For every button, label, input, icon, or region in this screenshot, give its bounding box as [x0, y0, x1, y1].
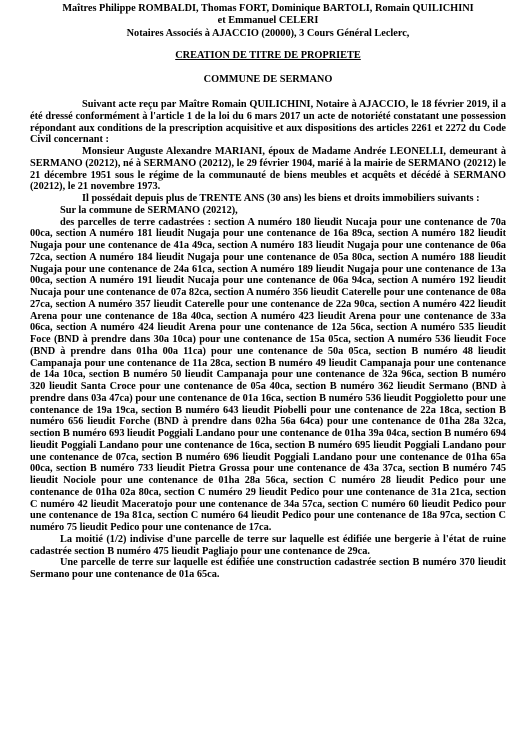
- commune-heading: COMMUNE DE SERMANO: [203, 73, 333, 85]
- paragraph-person: Monsieur Auguste Alexandre MARIANI, époux de Madame Andrée LEONELLI, demeurant à SERMANO (20212), né à SERMANO (20212), le 29 février 1904, marié à la mairie de SERMANO (20212) le 21 décembre 1951 sous le régime de la communauté de biens meubles et acquêts et décédé à SERMANO (20212), le 21 novembre 1973.: [30, 146, 506, 193]
- notary-address: Notaires Associés à AJACCIO (20000), 3 Cours Général Leclerc,: [126, 27, 410, 39]
- document-title: [30, 50, 506, 62]
- notary-names-cont: et Emmanuel CELERI: [217, 15, 319, 27]
- paragraph-commune: Sur la commune de SERMANO (20212),: [60, 204, 238, 216]
- document-title-text: CREATION DE TITRE DE PROPRIETE: [175, 50, 361, 62]
- paragraph-moitie: La moitié (1/2) indivise d'une parcelle de terre sur laquelle est édifiée une bergerie à l'état de ruine cadastrée section B numéro 475 lieudit Pagliajo pour une contenance de 29ca.: [30, 533, 506, 557]
- notary-names: Maîtres Philippe ROMBALDI, Thomas FORT, Dominique BARTOLI, Romain QUILICHINI: [62, 3, 474, 14]
- paragraph-construction: Une parcelle de terre sur laquelle est édifiée une construction cadastrée section B numéro 370 lieudit Sermano pour une contenance de 01a 65ca.: [30, 557, 506, 581]
- paragraph-parcels: des parcelles de terre cadastrées : section A numéro 180 lieudit Nucaja pour une contenance de 70a 00ca, section A numéro 181 lieudit Nugaja pour une contenance de 16a 89ca, section A numéro 182 lieudit Nugaja pour une contenance de 41a 49ca, section A numéro 183 lieudit Nugaja pour une contenance de 06a 72ca, section A numéro 184 lieudit Nugaja pour une contenance de 05a 80ca, section A numéro 188 lieudit Nugaja pour une contenance de 24a 61ca, section A numéro 189 lieudit Nugaja pour une contenance de 13a 00ca, section A numéro 191 lieudit Nucaja pour une contenance de 06a 94ca, section A numéro 192 lieudit Nucaja pour une contenance de 07a 82ca, section A numéro 356 lieudit Caterelle pour une contenance de 08a 27ca, section A numéro 357 lieudit Caterelle pour une contenance de 22a 90ca, section A numéro 422 lieudit Arena pour une contenance de 18a 40ca, section A numéro 423 lieudit Arena pour une contenance de 33a 06ca, section A numéro 424 lieudit Arena pour une contenance de 12a 56ca, section A numéro 535 lieudit Foce (BND à prendre dans 30a 10ca) pour une contenance de 15a 05ca, section A numéro 536 lieudit Foce (BND à prendre dans 01ha 00a 11ca) pour une contenance de 50a 05ca, section B numéro 48 lieudit Campanaja pour une contenance de 11a 28ca, section B numéro 49 lieudit Campanaja pour une contenance de 14a 10ca, section B numéro 50 lieudit Campanaja pour une contenance de 32a 96ca, section B numéro 320 lieudit Santa Croce pour une contenance de 05a 40ca, section B numéro 362 lieudit Sermano (BND à prendre dans 03a 47ca) pour une contenance de 01a 16ca, section B numéro 536 lieudit Poggioletto pour une contenance de 19a 19ca, section B numéro 643 lieudit Piobelli pour une contenance de 22a 18ca, section B numéro 656 lieudit Forche (BND à prendre dans 02ha 56a 64ca) pour une contenance de 01ha 28a 32ca, section B numéro 693 lieudit Poggiali Landano pour une contenance de 01ha 39a 04ca, section B numéro 694 lieudit Poggiali Landano pour une contenance de 16ca, section B numéro 695 lieudit Poggiali Landano pour une contenance de 07ca, section B numéro 696 lieudit Poggiali Landano pour une contenance de 01ha 65a 00ca, section B numéro 733 lieudit Pietra Grossa pour une contenance de 43a 37ca, section B numéro 745 lieudit Nociole pour une contenance de 01ha 28a 56ca, section C numéro 28 lieudit Pedico pour une contenance de 01ha 02a 80ca, section C numéro 29 lieudit Pedico pour une contenance de 31a 21ca, section C numéro 42 lieudit Maceratojo pour une contenance de 34a 57ca, section C numéro 60 lieudit Pedico pour une contenance de 19a 81ca, section C numéro 64 lieudit Pedico pour une contenance de 18a 97ca, section C numéro 75 lieudit Pedico pour une contenance de 17ca.: [30, 216, 506, 534]
- paragraph-intro: Suivant acte reçu par Maître Romain QUILICHINI, Notaire à AJACCIO, le 18 février 2019, il a été dressé conformément à l'article 1 de la loi du 6 mars 2017 un acte de notoriété constatant une possession répondant aux conditions de la prescription acquisitive et aux dispositions des articles 2261 et 2272 du Code Civil concernant :: [30, 99, 506, 146]
- document-body: [30, 99, 506, 581]
- paragraph-possession: Il possédait depuis plus de TRENTE ANS (30 ans) les biens et droits immobiliers suivants :: [82, 193, 480, 205]
